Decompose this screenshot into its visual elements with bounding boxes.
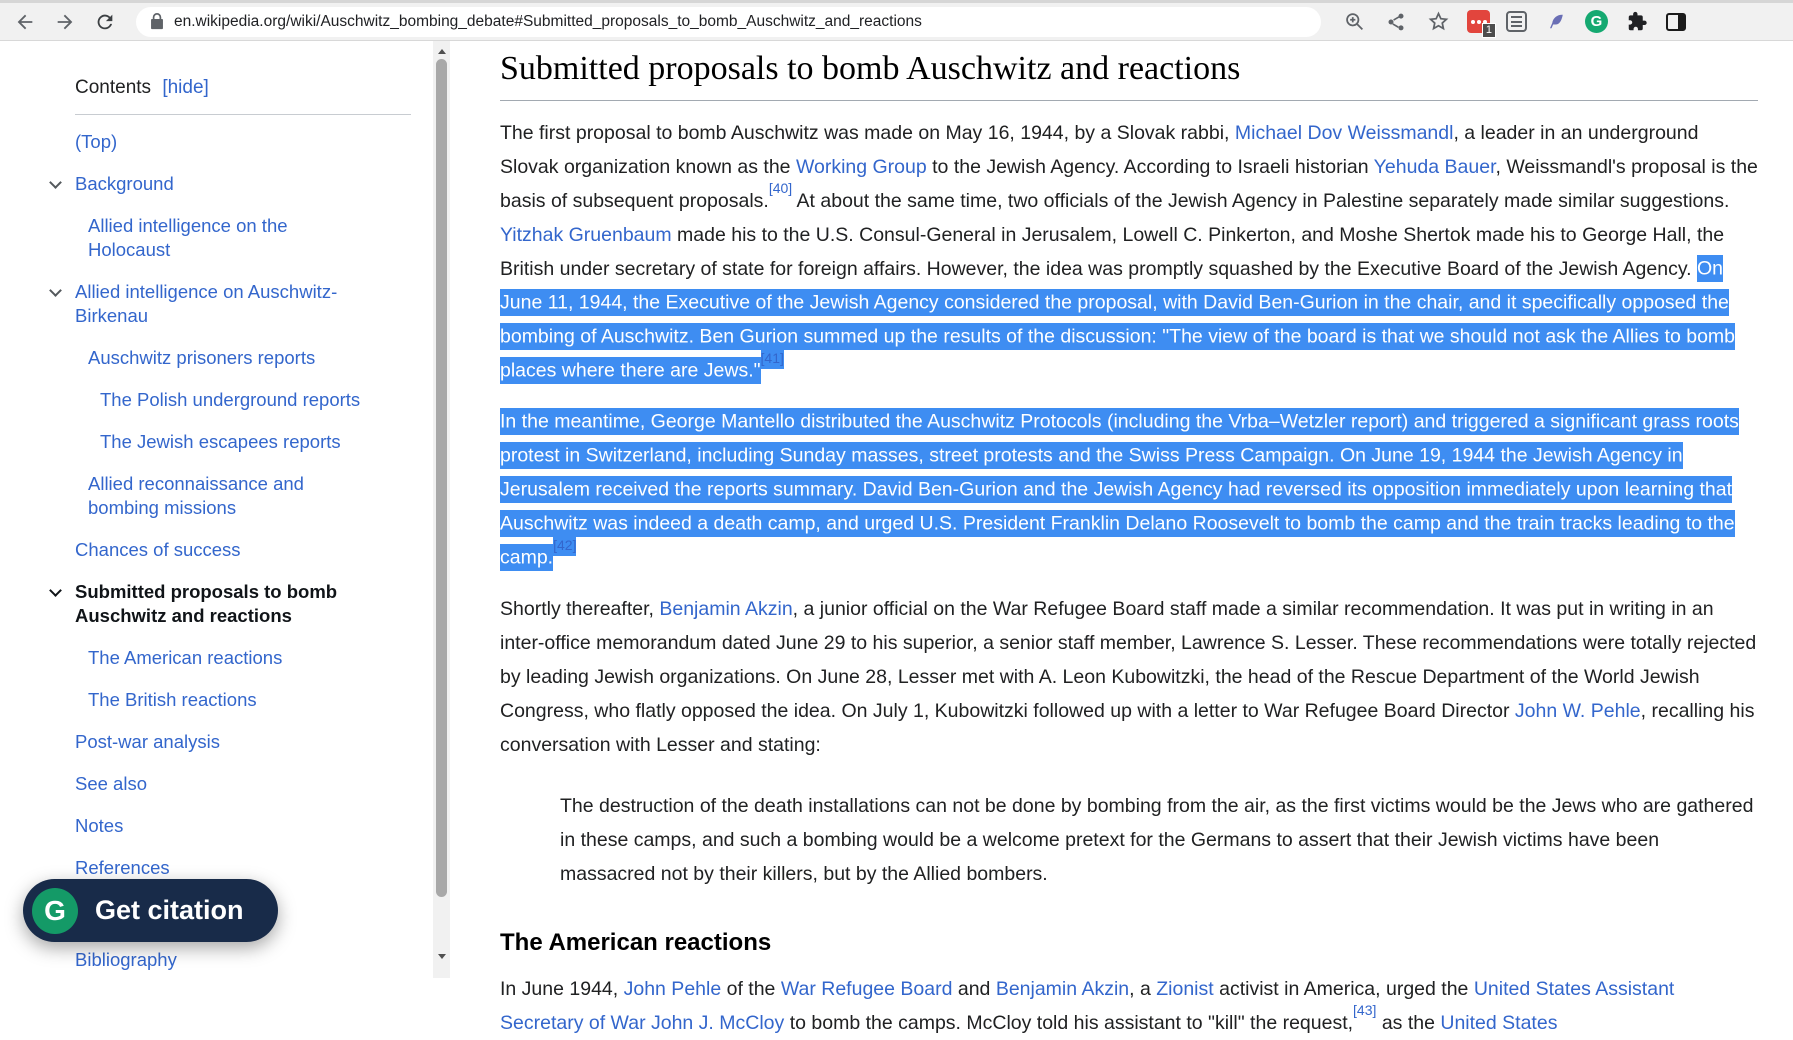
side-panel-icon[interactable] [1666,13,1686,31]
table-of-contents [0,41,433,989]
citation-ref[interactable]: [40] [768,180,793,197]
paragraph [500,405,1758,575]
forward-icon[interactable] [52,9,78,35]
sidebar-item-background[interactable] [75,163,380,205]
scrollbar-thumb[interactable] [436,59,447,897]
grammarly-g-icon: G [32,888,78,934]
toc-link[interactable]: The American reactions [88,647,283,668]
sidebar-item-the-jewish-escapees-reports[interactable] [75,421,380,463]
get-citation-button[interactable] [23,879,278,942]
article-body [500,116,1758,1040]
citation-ref-sup[interactable] [1353,1002,1376,1018]
wiki-link-yehuda-bauer[interactable]: Yehuda Bauer [1373,155,1496,178]
wiki-link-benjamin-akzin[interactable]: Benjamin Akzin [995,977,1130,1000]
page-title: Submitted proposals to bomb Auschwitz and reactions [500,49,1758,101]
paragraph [500,972,1758,1040]
citation-ref[interactable]: [41] [760,350,784,367]
citation-ref-sup[interactable] [769,180,792,196]
toc-link[interactable]: The Jewish escapees reports [100,431,341,452]
scrollbar-up-arrow-icon[interactable] [433,43,450,59]
toc-link[interactable]: See also [75,773,147,794]
toc-link[interactable]: Allied intelligence on Auschwitz-Birkenau [75,281,338,326]
text-run: At about the same time, two officials of the Jewish Agency in Palestine separately made similar suggestions. [792,189,1730,212]
url-bar[interactable] [136,7,1321,37]
text-run: and [952,977,996,1000]
wiki-link-working-group[interactable]: Working Group [795,155,927,178]
section-heading: The American reactions [500,928,772,956]
back-icon[interactable] [12,9,38,35]
blockquote-text [560,789,1758,891]
zoom-icon[interactable] [1341,9,1367,35]
wiki-link-benjamin-akzin[interactable]: Benjamin Akzin [659,597,793,620]
text-run: , a leader in an underground Slovak organization known as the [500,121,1699,178]
scrollbar-down-arrow-icon[interactable] [433,948,450,964]
extensions-puzzle-icon[interactable] [1624,9,1650,35]
text-run: , Weissmandl's proposal is the basis of subsequent proposals. [500,155,1758,212]
sidebar-item-submitted-proposals-to-bomb-auschwitz-and-reactions[interactable] [75,571,380,637]
wiki-link-yitzhak-gruenbaum[interactable]: Yitzhak Gruenbaum [500,223,672,246]
text-run: On June 11, 1944, the Executive of the Jewish Agency considered the proposal, with David Ben-Gurion in the chair, and it specifically opposed the bombing of Auschwitz. Ben Gurion summed up the results of the discussion: "The view of the board is that we should not ask the Allies to bomb places where there are Jews." [500,255,1735,384]
bookmark-star-icon[interactable] [1425,9,1451,35]
sidebar-item-allied-reconnaissance-and-bombing-missions[interactable] [75,463,350,529]
chevron-down-icon[interactable] [49,176,62,189]
sidebar-item-allied-intelligence-on-the-holocaust[interactable] [75,205,350,271]
toc-link[interactable]: Background [75,173,174,194]
sidebar-item-the-american-reactions[interactable] [75,637,350,679]
text-run: of the [721,977,781,1000]
text-run: In June 1944, [500,977,624,1000]
get-citation-label: Get citation [95,895,244,925]
toc-link[interactable]: Post-war analysis [75,731,220,752]
paragraph [500,592,1758,762]
url-text[interactable]: en.wikipedia.org/wiki/Auschwitz_bombing_debate#Submitted_proposals_to_bomb_Auschwitz_and_reactions [174,12,922,30]
toc-scrollbar[interactable] [433,41,450,978]
citation-ref[interactable]: [43] [1353,1002,1377,1019]
text-run: , a junior official on the War Refugee Board staff made a similar recommendation. It was put in writing in an inter-office memorandum dated June 29 to his superior, a senior staff member, Lawrence S. Lesser. These recommendations were totally rejected by leading Jewish organizations. On June 28, Lesser met with A. Leon Kubowitzki, the head of the Rescue Department of the World Jewish Congress, who flatly opposed the idea. On July 1, Kubowitzki followed up with a letter to War Refugee Board Director [500,597,1757,722]
text-run: , recalling his conversation with Lesser and stating: [500,699,1755,756]
toc-link[interactable]: Chances of success [75,539,241,560]
toc-link[interactable]: Bibliography [75,949,177,970]
toc-hide-link[interactable]: [hide] [162,77,209,98]
padlock-icon[interactable] [150,13,164,30]
adblock-extension-icon[interactable] [1467,10,1492,36]
text-run: The first proposal to bomb Auschwitz was made on May 16, 1944, by a Slovak rabbi, [500,121,1235,144]
reader-list-extension-icon[interactable] [1506,11,1527,32]
text-run: Shortly thereafter, [500,597,660,620]
sidebar-item-notes[interactable] [75,805,380,847]
citation-ref-sup[interactable] [761,348,784,369]
sidebar-item-the-british-reactions[interactable] [75,679,350,721]
chevron-down-icon[interactable] [49,584,62,597]
sidebar-item-auschwitz-prisoners-reports[interactable] [75,337,350,379]
sidebar-item-see-also[interactable] [75,763,380,805]
toc-link[interactable]: Allied intelligence on the Holocaust [88,215,288,260]
wiki-link-zionist[interactable]: Zionist [1156,977,1214,1000]
wiki-link-united-states[interactable]: United States [1440,1011,1558,1034]
feather-extension-icon[interactable] [1543,9,1569,35]
wiki-link-john-pehle[interactable]: John Pehle [623,977,722,1000]
sidebar-item-bibliography[interactable] [75,939,380,981]
text-run: made his to the U.S. Consul-General in Jerusalem, Lowell C. Pinkerton, and Moshe Shertok made his to George Hall, the British under secretary of state for foreign affairs. However, the idea was promptly squashed by the Executive Board of the Jewish Agency. [500,223,1725,280]
toc-link[interactable]: The Polish underground reports [100,389,361,410]
wiki-link-war-refugee-board[interactable]: War Refugee Board [780,977,953,1000]
text-run: , a [1129,977,1157,1000]
extension-badge: 1 [1482,23,1496,38]
wiki-link-united-states-assistant-secretary-of-war-john-j-mccloy[interactable]: United States Assistant Secretary of War John J. McCloy [500,977,1675,1034]
toc-link[interactable]: Submitted proposals to bomb Auschwitz and reactions [75,581,338,626]
text-run: In the meantime, George Mantello distributed the Auschwitz Protocols (including the Vrba–Wetzler report) and triggered a significant grass roots protest in Switzerland, including Sunday masses, street protests and the Swiss Press Campaign. On June 19, 1944 the Jewish Agency in Jerusalem received the reports summary. David Ben-Gurion and the Jewish Agency had reversed its opposition immediately upon learning that Auschwitz was indeed a death camp, and urged U.S. President Franklin Delano Roosevelt to bomb the camp and the train tracks leading to the camp. [500,408,1739,571]
page-body [0,41,1793,1034]
toc-header [75,77,433,99]
text-run: to bomb the camps. McCloy told his assistant to "kill" the request, [784,1011,1354,1034]
text-run: to the Jewish Agency. According to Israeli historian [926,155,1374,178]
citation-ref[interactable]: [42] [553,537,577,554]
toc-title: Contents [75,77,152,98]
text-run: as the [1376,1011,1441,1034]
grammarly-extension-icon[interactable]: G [1585,10,1608,33]
paragraph [500,116,1758,388]
toc-divider [75,114,411,115]
share-icon[interactable] [1383,9,1409,35]
sidebar-item-chances-of-success[interactable] [75,529,380,571]
sidebar-item-allied-intelligence-on-auschwitz-birkenau[interactable] [75,271,380,337]
toc-link[interactable]: Allied reconnaissance and bombing missions [88,473,304,518]
reload-icon[interactable] [92,9,118,35]
article-content [500,41,1758,1034]
toc-list [75,121,433,981]
wiki-link-john-w-pehle[interactable]: John W. Pehle [1514,699,1641,722]
sidebar-item-the-polish-underground-reports[interactable] [75,379,380,421]
text-run: activist in America, urged the [1213,977,1474,1000]
blockquote [560,789,1758,891]
toc-link[interactable]: The British reactions [88,689,257,710]
sidebar-item-top[interactable] [75,121,380,163]
toc-link[interactable]: Notes [75,815,124,836]
text-run: The destruction of the death installations can not be done by bombing from the air, as the first victims would be the Jews who are gathered in these camps, and such a bombing would be a welcome pretext for the Germans to assert that their Jewish victims have been massacred not by their killers, but by the Allied bombers. [560,794,1754,885]
toc-link[interactable]: Auschwitz prisoners reports [88,347,316,368]
wiki-link-michael-dov-weissmandl[interactable]: Michael Dov Weissmandl [1234,121,1454,144]
toc-link[interactable]: References [75,857,170,878]
citation-ref-sup[interactable] [553,535,576,556]
chevron-down-icon[interactable] [49,284,62,297]
browser-toolbar [0,0,1793,41]
sidebar-item-post-war-analysis[interactable] [75,721,380,763]
toc-link[interactable]: (Top) [75,131,118,152]
